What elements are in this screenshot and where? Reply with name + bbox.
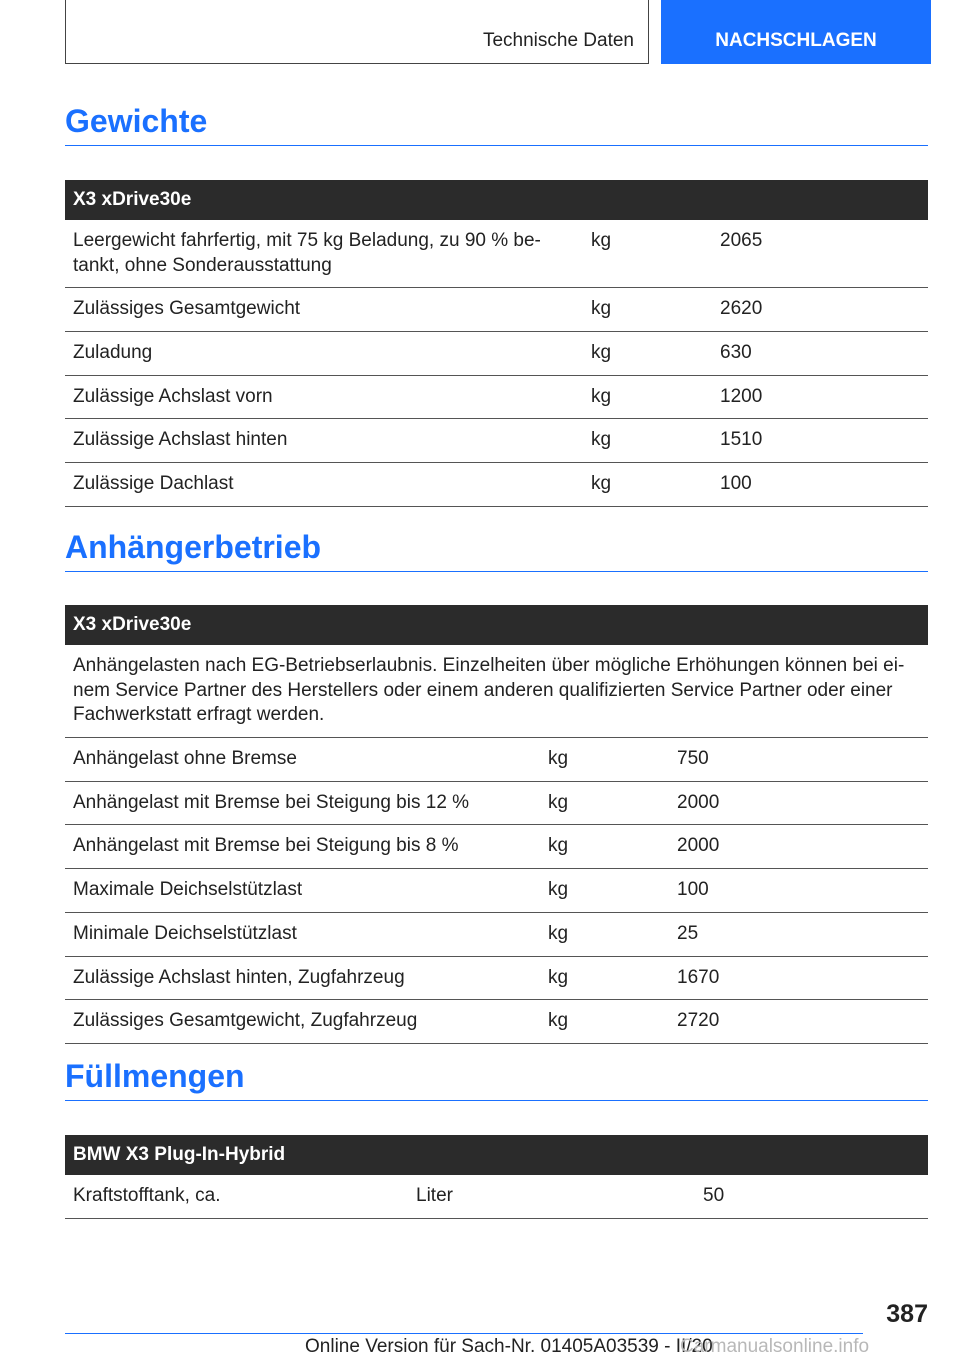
- row-label: Zulässige Achslast vorn: [65, 375, 583, 419]
- row-value: 2000: [669, 781, 928, 825]
- row-unit: kg: [540, 1000, 669, 1044]
- row-value: 1200: [712, 375, 928, 419]
- row-unit: kg: [540, 825, 669, 869]
- watermark: Carmanualsonline.info: [680, 1336, 870, 1357]
- table-row: [65, 332, 928, 376]
- footer-text: Online Version für Sach-Nr. 01405A03539 - II/20: [305, 1336, 713, 1357]
- table-row: [65, 375, 928, 419]
- row-label: Kraftstofftank, ca.: [65, 1175, 408, 1218]
- table-row: [65, 869, 928, 913]
- row-unit: kg: [540, 738, 669, 782]
- row-label: Zulässige Achslast hinten, Zugfahrzeug: [65, 956, 540, 1000]
- heading-anhaengerbetrieb: Anhängerbetrieb: [65, 530, 928, 572]
- row-value: 100: [712, 463, 928, 507]
- table-fuellmengen-header: BMW X3 Plug-In-Hybrid: [65, 1135, 928, 1175]
- row-unit: Liter: [408, 1175, 695, 1218]
- row-value: 2065: [712, 220, 928, 288]
- row-unit: kg: [583, 463, 712, 507]
- row-value: 2720: [669, 1000, 928, 1044]
- row-label: Anhängelast mit Bremse bei Steigung bis 12 %: [65, 781, 540, 825]
- row-label: Anhängelast ohne Bremse: [65, 738, 540, 782]
- heading-gewichte: Gewichte: [65, 104, 928, 146]
- table-note: Anhängelasten nach EG-Betriebserlaubnis. Einzelheiten über mögliche Erhöhungen können bei ei- nem Service Partner des Herstellers oder einem anderen qualifizierten Service Partner oder einer Fachwerkstatt erfragt werden.: [65, 645, 928, 738]
- row-value: 2620: [712, 288, 928, 332]
- table-gewichte: [65, 180, 928, 507]
- row-value: 2000: [669, 825, 928, 869]
- table-row: [65, 825, 928, 869]
- row-value: 100: [669, 869, 928, 913]
- row-label: Leergewicht fahrfertig, mit 75 kg Beladung, zu 90 % be- tankt, ohne Sonderausstattung: [65, 220, 583, 288]
- row-unit: kg: [540, 912, 669, 956]
- row-value: 25: [669, 912, 928, 956]
- row-unit: kg: [583, 332, 712, 376]
- row-value: 1510: [712, 419, 928, 463]
- table-row: [65, 912, 928, 956]
- row-unit: kg: [583, 419, 712, 463]
- table-row: [65, 781, 928, 825]
- table-row: [65, 288, 928, 332]
- header-section-box: [65, 0, 649, 64]
- row-value: 750: [669, 738, 928, 782]
- row-unit: kg: [540, 869, 669, 913]
- row-label: Minimale Deichselstützlast: [65, 912, 540, 956]
- row-value: 630: [712, 332, 928, 376]
- row-label: Maximale Deichselstützlast: [65, 869, 540, 913]
- heading-fuellmengen: Füllmengen: [65, 1059, 928, 1101]
- row-value: 50: [695, 1175, 928, 1218]
- row-unit: kg: [583, 288, 712, 332]
- table-note-row: [65, 645, 928, 738]
- row-label: Anhängelast mit Bremse bei Steigung bis 8 %: [65, 825, 540, 869]
- header-section-title: Technische Daten: [482, 30, 634, 51]
- table-fuellmengen: [65, 1135, 928, 1219]
- row-label: Zulässiges Gesamtgewicht: [65, 288, 583, 332]
- table-row: [65, 1175, 928, 1218]
- table-row: [65, 956, 928, 1000]
- table-row: [65, 220, 928, 288]
- row-unit: kg: [540, 781, 669, 825]
- row-unit: kg: [583, 375, 712, 419]
- table-row: [65, 1000, 928, 1044]
- table-anhaengerbetrieb: [65, 605, 928, 1044]
- row-label: Zulässige Achslast hinten: [65, 419, 583, 463]
- row-label: Zuladung: [65, 332, 583, 376]
- footer-divider: [65, 1333, 863, 1334]
- row-unit: kg: [540, 956, 669, 1000]
- header-tab-nachschlagen[interactable]: NACHSCHLAGEN: [661, 0, 931, 64]
- table-gewichte-header: X3 xDrive30e: [65, 180, 928, 220]
- row-unit: kg: [583, 220, 712, 288]
- row-value: 1670: [669, 956, 928, 1000]
- table-row: [65, 463, 928, 507]
- table-row: [65, 738, 928, 782]
- page-number: 387: [886, 1300, 928, 1328]
- row-label: Zulässiges Gesamtgewicht, Zugfahrzeug: [65, 1000, 540, 1044]
- table-row: [65, 419, 928, 463]
- row-label: Zulässige Dachlast: [65, 463, 583, 507]
- table-anhaenger-header: X3 xDrive30e: [65, 605, 928, 645]
